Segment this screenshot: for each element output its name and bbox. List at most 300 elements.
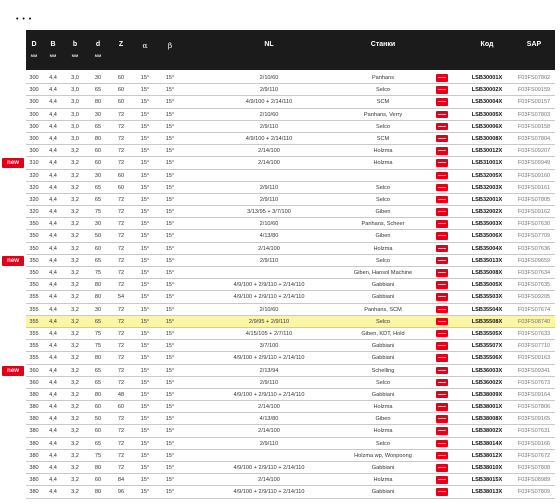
cell-sap: F03FS07802 (517, 75, 551, 81)
cell-alpha: 15° (140, 184, 150, 191)
cell-b: 3,2 (71, 221, 79, 228)
cell-b: 3,2 (71, 172, 79, 179)
cell-beta: 15° (165, 233, 175, 240)
cell-sap: F03FS07809 (517, 489, 551, 496)
cell-nl: 2/9/110 (259, 123, 279, 130)
catalog-icon (436, 452, 448, 460)
cell-alpha: 15° (140, 489, 150, 496)
cell-z: 72 (117, 160, 125, 167)
catalog-icon (436, 403, 448, 411)
cell-d: 320 (29, 172, 39, 179)
cell-sap: F03FS09207 (517, 148, 551, 155)
catalog-icon (436, 208, 448, 216)
cell-z: 48 (117, 391, 125, 398)
cell-machines: Panhans, Verry (363, 111, 403, 118)
cell-sap: F03FS09162 (517, 209, 551, 216)
header-d (26, 30, 42, 70)
cell-alpha: 15° (140, 99, 150, 106)
cell-code: LSB35005X (471, 282, 503, 289)
cell-code: LSB38002X (471, 428, 503, 435)
cell-alpha: 15° (140, 404, 150, 411)
header-b (43, 30, 63, 70)
cell-d: 50 (94, 233, 102, 240)
header-label: α (142, 41, 148, 50)
cell-d: 310 (29, 160, 39, 167)
cell-code: LSB35008X (471, 270, 503, 276)
cell-d: 75 (94, 452, 102, 459)
cell-beta: 15° (165, 184, 175, 191)
cell-d: 300 (29, 148, 39, 155)
cell-machines: Giben (375, 209, 391, 216)
cell-b: 3,2 (71, 343, 79, 350)
cell-d: 360 (29, 367, 39, 374)
new-badge: new (2, 366, 24, 376)
cell-machines: SCM (376, 135, 390, 142)
cell-z: 72 (117, 282, 125, 289)
header-unit: мм (94, 53, 102, 58)
cell-b: 3,0 (71, 87, 79, 94)
cell-sap: F03FS07636 (517, 245, 551, 252)
cell-d: 380 (29, 477, 39, 484)
cell-code: LSB35013X (471, 257, 503, 264)
cell-alpha: 15° (140, 257, 150, 264)
cell-machines: Selco (376, 123, 390, 130)
cell-beta: 15° (165, 355, 175, 362)
header-b (64, 30, 86, 70)
cell-beta: 15° (165, 135, 175, 142)
cell-beta: 15° (165, 489, 175, 496)
cell-z: 72 (117, 330, 125, 337)
cell-beta: 15° (165, 452, 175, 459)
cell-d: 60 (94, 245, 102, 252)
cell-d: 355 (29, 318, 39, 325)
table-row (26, 425, 555, 437)
cell-sap: F03FS07673 (517, 379, 551, 386)
new-badge: new (2, 158, 24, 168)
cell-b: 3,2 (71, 318, 79, 325)
cell-code: LSB38015X (471, 477, 503, 484)
cell-alpha: 15° (140, 306, 150, 313)
cell-b: 4,4 (49, 404, 57, 411)
header-label: Станки (370, 41, 396, 48)
cell-z: 72 (117, 257, 125, 264)
cell-beta: 15° (165, 75, 175, 81)
header-unit: мм (49, 53, 57, 58)
table-row (26, 377, 555, 389)
cell-d: 300 (29, 87, 39, 94)
cell-sap: F03FS09341 (517, 367, 551, 374)
cell-z: 72 (117, 440, 125, 447)
cell-b: 3,2 (71, 245, 79, 252)
catalog-icon (436, 342, 448, 350)
cell-d: 65 (94, 257, 102, 264)
cell-d: 50 (94, 416, 102, 423)
catalog-icon (436, 245, 448, 253)
cell-nl: 2/9/110 (259, 196, 279, 203)
cell-d: 350 (29, 282, 39, 289)
cell-sap: F03FS07806 (517, 404, 551, 411)
cell-d: 355 (29, 306, 39, 313)
cell-alpha: 15° (140, 160, 150, 167)
cell-b: 4,4 (49, 318, 57, 325)
cell-d: 65 (94, 123, 102, 130)
cell-b: 3,2 (71, 440, 79, 447)
cell-b: 4,4 (49, 135, 57, 142)
cell-d: 65 (94, 87, 102, 94)
cell-b: 4,4 (49, 294, 57, 301)
cell-code: LSB30001X (471, 75, 503, 81)
cell-alpha: 15° (140, 172, 150, 179)
cell-machines: Holzma (373, 148, 393, 155)
catalog-icon (436, 220, 448, 228)
cell-beta: 15° (165, 257, 175, 264)
cell-z: 72 (117, 343, 125, 350)
cell-machines: Schelling (371, 367, 395, 374)
cell-nl: 4/9/100 + 2/14/110 (245, 135, 293, 142)
cell-machines: Holzma wp, Wonpoong (354, 452, 412, 459)
cell-alpha: 15° (140, 330, 150, 337)
table-row (26, 328, 555, 340)
cell-nl: 2/10/60 (259, 75, 279, 81)
cell-b: 4,4 (49, 87, 57, 94)
header-unit: мм (71, 53, 79, 58)
cell-machines: Gabbiani (371, 343, 395, 350)
cell-b: 3,2 (71, 148, 79, 155)
cell-z: 60 (117, 184, 125, 191)
header-label: b (72, 41, 78, 48)
cell-nl: 3/7/100 (259, 343, 279, 350)
cell-sap: F03FS09165 (517, 416, 551, 423)
cell-machines: Gabbiani (371, 294, 395, 301)
cell-machines: Giben (375, 233, 391, 240)
cell-nl: 2/9/95 + 2/9/110 (248, 318, 290, 325)
cell-d: 80 (94, 135, 102, 142)
cell-z: 54 (117, 294, 125, 301)
cell-b: 3,2 (71, 367, 79, 374)
cell-sap: F03FS07710 (517, 343, 551, 350)
cell-code: LSB31001X (471, 160, 503, 167)
cell-sap: F03FS09949 (517, 160, 551, 167)
table-row (26, 413, 555, 425)
cell-nl (194, 267, 344, 279)
cell-b: 3,2 (71, 391, 79, 398)
cell-nl: 4/15/105 + 2/7/110 (245, 330, 293, 337)
cell-b: 4,4 (49, 196, 57, 203)
cell-d: 380 (29, 404, 39, 411)
cell-b: 3,2 (71, 330, 79, 337)
cell-b: 3,2 (71, 306, 79, 313)
catalog-icon (436, 74, 448, 82)
cell-alpha: 15° (140, 148, 150, 155)
header-beta (158, 30, 182, 70)
cell-d: 300 (29, 75, 39, 81)
cell-d: 60 (94, 160, 102, 167)
cell-d: 80 (94, 489, 102, 496)
cell-b: 4,4 (49, 355, 57, 362)
cell-z: 72 (117, 379, 125, 386)
cell-code: LSB38014X (471, 440, 503, 447)
cell-code: LSB38013X (471, 489, 503, 496)
cell-beta: 15° (165, 196, 175, 203)
table-row (26, 255, 555, 267)
cell-d: 350 (29, 270, 39, 276)
cell-b: 4,4 (49, 379, 57, 386)
cell-d: 30 (94, 75, 102, 81)
cell-sap: F03FS07631 (517, 428, 551, 435)
cell-machines: Selco (376, 196, 390, 203)
cell-code: LSB32002X (471, 209, 503, 216)
catalog-icon (436, 257, 448, 265)
header-label: d (95, 41, 101, 48)
cell-alpha: 15° (140, 343, 150, 350)
cell-b: 4,4 (49, 416, 57, 423)
cell-code: LSB38001X (471, 404, 503, 411)
cell-beta: 15° (165, 99, 175, 106)
cell-alpha: 15° (140, 282, 150, 289)
cell-b: 3,2 (71, 257, 79, 264)
cell-alpha: 15° (140, 428, 150, 435)
cell-nl: 4/9/100 + 2/9/110 + 2/14/110 (233, 282, 305, 289)
cell-b: 3,2 (71, 233, 79, 240)
cell-nl (194, 170, 344, 182)
cell-d: 355 (29, 330, 39, 337)
catalog-icon (436, 196, 448, 204)
table-row (26, 109, 555, 121)
cell-code: LSB32001X (471, 196, 503, 203)
cell-b: 3,0 (71, 135, 79, 142)
cell-machines: Panhans, Scheer (361, 221, 405, 228)
cell-code: LSB35004X (471, 245, 503, 252)
cell-sap: F03FS07674 (517, 306, 551, 313)
cell-z: 72 (117, 318, 125, 325)
catalog-icon (436, 123, 448, 131)
cell-code: LSB35003X (471, 221, 503, 228)
cell-d: 355 (29, 343, 39, 350)
cell-b: 4,4 (49, 123, 57, 130)
cell-z: 72 (117, 135, 125, 142)
table-row (26, 462, 555, 474)
cell-nl: 2/14/100 (258, 477, 280, 484)
catalog-icon (436, 293, 448, 301)
catalog-icon (436, 488, 448, 496)
cell-d: 300 (29, 135, 39, 142)
cell-machines: Gabbiani (371, 489, 395, 496)
catalog-icon (436, 184, 448, 192)
cell-b: 4,4 (49, 465, 57, 471)
cell-nl: 3/13/95 + 3/7/100 (247, 209, 291, 216)
cell-machines: Selco (376, 257, 390, 264)
table-row (26, 218, 555, 230)
cell-code: LSB36002X (471, 379, 503, 386)
cell-b: 4,4 (49, 148, 57, 155)
cell-code: LSB35505X (471, 330, 503, 337)
cell-b: 3,0 (71, 123, 79, 130)
cell-sap: F03FS07805 (517, 196, 551, 203)
cell-sap: F03FS08989 (517, 477, 551, 484)
catalog-icon (436, 281, 448, 289)
cell-b: 4,4 (49, 489, 57, 496)
cell-z: 60 (117, 172, 125, 179)
cell-d: 80 (94, 465, 102, 471)
cell-d: 30 (94, 111, 102, 118)
cell-sap: F03FS09166 (517, 440, 551, 447)
cell-b: 4,4 (49, 111, 57, 118)
cell-beta: 15° (165, 379, 175, 386)
cell-code: LSB38009X (471, 391, 503, 398)
cell-nl: 4/13/80 (259, 416, 279, 423)
cell-d: 75 (94, 270, 102, 276)
cell-code: LSB30005X (471, 111, 503, 118)
cell-b: 4,4 (49, 75, 57, 81)
header-label: Z (118, 41, 124, 48)
cell-z: 84 (117, 477, 125, 484)
table-row (26, 401, 555, 413)
cell-nl: 2/9/110 (259, 184, 279, 191)
cell-nl: 2/14/100 (258, 245, 280, 252)
cell-sap: F03FS09158 (517, 123, 551, 130)
table-row (26, 230, 555, 242)
cell-d: 300 (29, 99, 39, 106)
cell-beta: 15° (165, 160, 175, 167)
catalog-icon (436, 269, 448, 277)
cell-d: 380 (29, 465, 39, 471)
cell-sap: F03FS07804 (517, 135, 551, 142)
cell-d: 80 (94, 282, 102, 289)
cell-nl: 4/9/100 + 2/9/110 + 2/14/110 (233, 465, 305, 471)
cell-sap: F03FS09159 (517, 87, 551, 94)
cell-alpha: 15° (140, 465, 150, 471)
cell-beta: 15° (165, 416, 175, 423)
cell-code: LSB35508X (471, 318, 503, 325)
cell-alpha: 15° (140, 294, 150, 301)
cell-nl: 2/14/100 (258, 428, 280, 435)
cell-b: 4,4 (49, 99, 57, 106)
cell-b: 3,2 (71, 196, 79, 203)
cell-z: 72 (117, 465, 125, 471)
cell-sap: F03FS08740 (517, 318, 551, 325)
cell-nl: 2/9/110 (259, 440, 279, 447)
cell-machines: Panhans, SCM (364, 306, 402, 313)
cell-b: 4,4 (49, 209, 57, 216)
table-row (26, 133, 555, 145)
catalog-icon (436, 306, 448, 314)
table-row (26, 84, 555, 96)
table-row (26, 157, 555, 169)
cell-nl: 4/13/80 (259, 233, 279, 240)
cell-d: 80 (94, 355, 102, 362)
cell-sap: F03FS07808 (517, 465, 551, 471)
cell-sap: F03FS09163 (517, 355, 551, 362)
cell-nl: 2/10/60 (259, 221, 279, 228)
cell-machines: Gabbiani (371, 355, 395, 362)
cell-sap: F03FS07672 (517, 452, 551, 459)
cell-nl: 2/14/100 (258, 160, 280, 167)
table-row (26, 170, 555, 182)
cell-alpha: 15° (140, 270, 150, 276)
cell-machines: Gabbiani (371, 282, 395, 289)
cell-sap: F03FS09164 (517, 391, 551, 398)
cell-b: 4,4 (49, 184, 57, 191)
cell-code: LSB30006X (471, 123, 503, 130)
cell-machines: Gabbiani (371, 465, 395, 471)
cell-nl: 2/10/60 (259, 306, 279, 313)
cell-machines: Selco (376, 318, 390, 325)
cell-z: 72 (117, 367, 125, 374)
cell-b: 4,4 (49, 160, 57, 167)
cell-d: 65 (94, 367, 102, 374)
cell-z: 72 (117, 416, 125, 423)
cell-beta: 15° (165, 270, 175, 276)
cell-d: 30 (94, 172, 102, 179)
product-table (26, 72, 555, 499)
cell-machines: Giben (375, 416, 391, 423)
cell-nl: 4/9/100 + 2/9/110 + 2/14/110 (233, 489, 305, 496)
cell-b: 3,2 (71, 160, 79, 167)
cell-d: 75 (94, 330, 102, 337)
cell-d: 300 (29, 111, 39, 118)
table-row (26, 182, 555, 194)
cell-d: 75 (94, 343, 102, 350)
cell-nl: 2/14/100 (258, 404, 280, 411)
header-label: SAP (526, 41, 542, 48)
cell-d: 65 (94, 440, 102, 447)
cell-beta: 15° (165, 148, 175, 155)
catalog-icon (436, 147, 448, 155)
catalog-icon (436, 427, 448, 435)
cell-alpha: 15° (140, 87, 150, 94)
cell-code: LSB38008X (471, 416, 503, 423)
header-d (87, 30, 109, 70)
cell-code: LSB30004X (471, 99, 503, 106)
cell-b: 4,4 (49, 391, 57, 398)
cell-sap: F03FS09157 (517, 99, 551, 106)
cell-code: LSB30008X (471, 135, 503, 142)
cell-d: 320 (29, 209, 39, 216)
cell-sap: F03FS07635 (517, 282, 551, 289)
cell-d: 60 (94, 477, 102, 484)
header-code (466, 30, 508, 70)
cell-beta: 15° (165, 123, 175, 130)
cell-alpha: 15° (140, 75, 150, 81)
catalog-icon (436, 135, 448, 143)
cell-b: 3,0 (71, 99, 79, 106)
cell-z: 72 (117, 148, 125, 155)
cell-z: 72 (117, 270, 125, 276)
cell-z: 72 (117, 452, 125, 459)
cell-d: 380 (29, 440, 39, 447)
cell-nl: 2/13/94 (259, 367, 279, 374)
cell-d: 320 (29, 184, 39, 191)
cell-z: 72 (117, 306, 125, 313)
cell-code: LSB36003X (471, 367, 503, 374)
cell-z: 72 (117, 196, 125, 203)
cell-alpha: 15° (140, 135, 150, 142)
catalog-icon (436, 391, 448, 399)
cell-beta: 15° (165, 330, 175, 337)
header-label: D (31, 41, 37, 48)
table-row (26, 267, 555, 279)
cell-nl: 4/9/100 + 2/9/110 + 2/14/110 (233, 391, 305, 398)
cell-b: 4,4 (49, 452, 57, 459)
cell-d: 60 (94, 148, 102, 155)
cell-machines: Giben, Hansol Machine (353, 270, 413, 276)
cell-d: 80 (94, 294, 102, 301)
cell-b: 3,2 (71, 489, 79, 496)
cell-machines (330, 170, 436, 182)
cell-b: 4,4 (49, 221, 57, 228)
cell-sap: F03FS07709 (517, 233, 551, 240)
cell-d: 75 (94, 209, 102, 216)
